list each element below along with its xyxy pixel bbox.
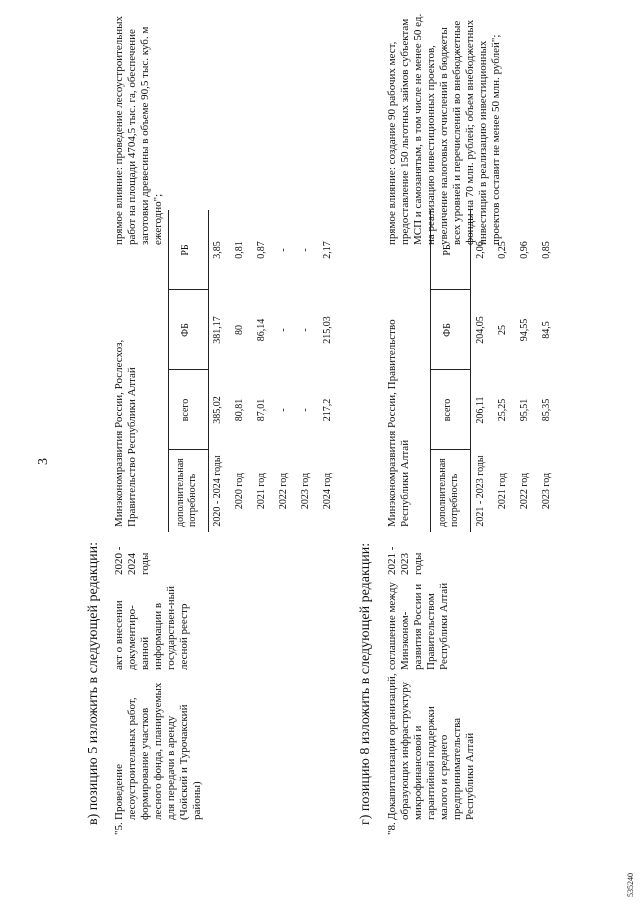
row-total: 87,01 [256, 398, 267, 422]
row-fb: 80 [234, 325, 245, 335]
row-rb: 2,06 [475, 241, 486, 259]
row-total: 385,02 [212, 396, 223, 424]
section-g-period: 2021 - 2023 годы [386, 546, 424, 575]
row-fb: - [300, 328, 311, 332]
section-g-position-number: "8. [386, 822, 398, 835]
section-v-head-fb: ФБ [180, 323, 191, 337]
row-rb: 0,87 [256, 241, 267, 259]
row-year: 2020 год [234, 472, 245, 510]
row-rb: 0,96 [519, 241, 530, 259]
row-year: 2024 год [322, 472, 333, 510]
row-total: 25,25 [497, 398, 508, 422]
section-v-result: акт о внесении документиро-ванной информации в государствен-ный лесной реестр [113, 586, 190, 670]
row-rb: 3,85 [212, 241, 223, 259]
row-fb: 215,03 [322, 316, 333, 344]
section-v-head-rb: РБ [180, 244, 191, 256]
row-total: 85,35 [541, 398, 552, 422]
section-g-responsible: Минэкономразвития России, Правительство Республики Алтай [386, 319, 411, 527]
section-g-heading: г) позицию 8 изложить в следующей редакции: [358, 542, 373, 825]
row-fb: 204,05 [475, 316, 486, 344]
row-fb: 381,17 [212, 316, 223, 344]
section-v-measure: Проведение лесоустроительных работ, формирование участков лесного фонда, планируемых для передачи в аренду (Чойский и Турочакский районы) [113, 682, 203, 820]
row-rb: 0,25 [497, 241, 508, 259]
section-g-effect: прямое влияние: создание 90 рабочих мест, предоставление 150 льготных займов субъектам МСП и самозанятым, в том числе не менее 50 ед. на реализацию инвестиционных проектов, увеличение налоговых отчислений в бюджеты всех уровней и перечислений во внебюджетные фонды на 70 млн. рублей; объем внебюджетных инвестиций в реализацию инвестиционных проектов составит не менее 50 млн. рублей"; [386, 13, 502, 245]
section-v-heading: в) позицию 5 изложить в следующей редакции: [86, 541, 101, 825]
row-fb: 94,55 [519, 318, 530, 342]
row-year: 2022 год [278, 472, 289, 510]
row-fb: 25 [497, 325, 508, 335]
section-v-position-number: "5. [113, 822, 125, 835]
section-g-measure: Докапитализация организаций, образующих инфраструктуру микрофинансовой и гарантийной поддержки малого и среднего предпринимательства Республики Алтай [386, 673, 476, 820]
row-rb: 0,85 [541, 241, 552, 259]
section-g-head-rb: РБ [442, 244, 453, 256]
row-year: 2021 год [256, 472, 267, 510]
section-v-head-need: дополнительная потребность [175, 458, 198, 527]
section-v-responsible: Минэкономразвития России, Рослесхоз, Правительство Республики Алтай [113, 339, 138, 527]
row-fb: - [278, 328, 289, 332]
row-rb: - [300, 248, 311, 252]
row-fb: 86,14 [256, 318, 267, 342]
row-total: 80,81 [234, 398, 245, 422]
row-total: 217,2 [322, 398, 333, 422]
row-year: 2022 год [519, 472, 530, 510]
row-total: 206,11 [475, 396, 486, 424]
row-year: 2023 год [541, 472, 552, 510]
section-v-effect: прямое влияние: проведение лесоустроительных работ на площади 4704,5 тыс. га, обеспечение заготовки древесины в объеме 90,5 тыс. куб. м ежегодно"; [113, 15, 164, 245]
row-rb: 0,81 [234, 241, 245, 259]
row-year: 2021 год [497, 472, 508, 510]
section-v-period: 2020 - 2024 годы [113, 546, 151, 575]
row-total: 95,51 [519, 398, 530, 422]
row-fb: 84,5 [541, 321, 552, 339]
section-g-head-need: дополнительная потребность [437, 458, 460, 527]
row-year: 2023 год [300, 472, 311, 510]
section-g-head-fb: ФБ [442, 323, 453, 337]
section-v-head-total: всего [180, 398, 191, 422]
row-year: 2021 - 2023 годы [475, 455, 486, 527]
row-year: 2020 - 2024 годы [212, 455, 223, 527]
row-rb: 2,17 [322, 241, 333, 259]
row-total: - [300, 408, 311, 412]
page-number: 3 [36, 458, 51, 465]
section-g-result: соглашение между Минэконом-развития России и Правительством Республики Алтай [386, 581, 450, 670]
document-code: 535240 [626, 873, 635, 897]
row-total: - [278, 408, 289, 412]
row-rb: - [278, 248, 289, 252]
section-g-head-total: всего [442, 398, 453, 422]
